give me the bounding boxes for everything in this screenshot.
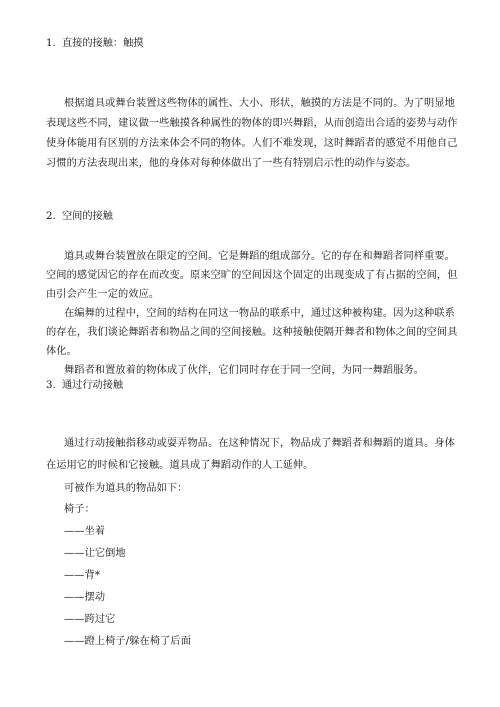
paragraph-line: 表现这些不同，建议做一些触摸各种属性的物体的即兴舞蹈，从而创造出合适的姿势与动作 <box>46 118 458 129</box>
list-item: ——让它倒地 <box>64 548 126 559</box>
paragraph-line: 的存在，我们谈论舞蹈者和物品之间的空间接触。这种接触使隔开舞者和物体之间的空间具 <box>46 327 458 338</box>
list-item: ——背* <box>64 570 101 581</box>
list-item: ——摆动 <box>64 592 106 603</box>
paragraph-line: 由引会产生一定的效应。 <box>46 289 160 300</box>
section-number: 3. <box>46 380 56 391</box>
list-item: ——跨过它 <box>64 614 116 625</box>
section-title: 直接的接触：触摸 <box>62 38 144 49</box>
paragraph-line: 舞蹈者和置放着的物体成了伙伴，它们同时存在于同一空间，为同一舞蹈服务。 <box>64 365 425 376</box>
paragraph-line: 体化。 <box>46 346 77 357</box>
paragraph-line: 在运用它的时候和它接触。道具成了舞蹈动作的人工延伸。 <box>46 460 314 471</box>
paragraph-line: 使身体能用有区别的方法来体会不同的物体。人们不难发现，这时舞蹈者的感觉不用他自己 <box>46 138 458 149</box>
section-title: 通过行动接触 <box>62 380 124 391</box>
section-heading <box>46 210 113 223</box>
paragraph-line: 通过行动接触指移动或耍弄物品。在这种情况下，物品成了舞蹈者和舞蹈的道具。身体 <box>64 438 455 449</box>
list-heading: 椅子： <box>64 504 95 515</box>
section-number: 2. <box>46 211 56 222</box>
paragraph-line: 根据道具或舞台装置这些物体的属性、大小、形状，触摸的方法是不同的。为了明显地 <box>64 98 455 109</box>
paragraph-line: 习惯的方法表现出来，他的身体对每种体做出了一些有特别启示性的动作与姿态。 <box>46 158 417 169</box>
paragraph-line: 可被作为道具的物品如下： <box>64 483 188 494</box>
section-title: 空间的接触 <box>62 211 113 222</box>
section-number: 1. <box>46 38 56 49</box>
section-heading <box>46 379 123 392</box>
list-item: ——坐着 <box>64 526 106 537</box>
list-item: ——蹬上椅子/躲在椅了后面 <box>64 636 191 647</box>
paragraph-line: 在编舞的过程中，空间的结构在同这一物品的联系中，通过这种被构建。因为这种联系 <box>64 308 455 319</box>
section-heading <box>46 37 144 50</box>
paragraph-line: 空间的感觉因它的存在而改变。原来空旷的空间因这个固定的出现变成了有占据的空间，但 <box>46 270 458 281</box>
paragraph-line: 道具或舞台装置放在限定的空间。它是舞蹈的组成部分。它的存在和舞蹈者同样重要。 <box>64 251 455 262</box>
